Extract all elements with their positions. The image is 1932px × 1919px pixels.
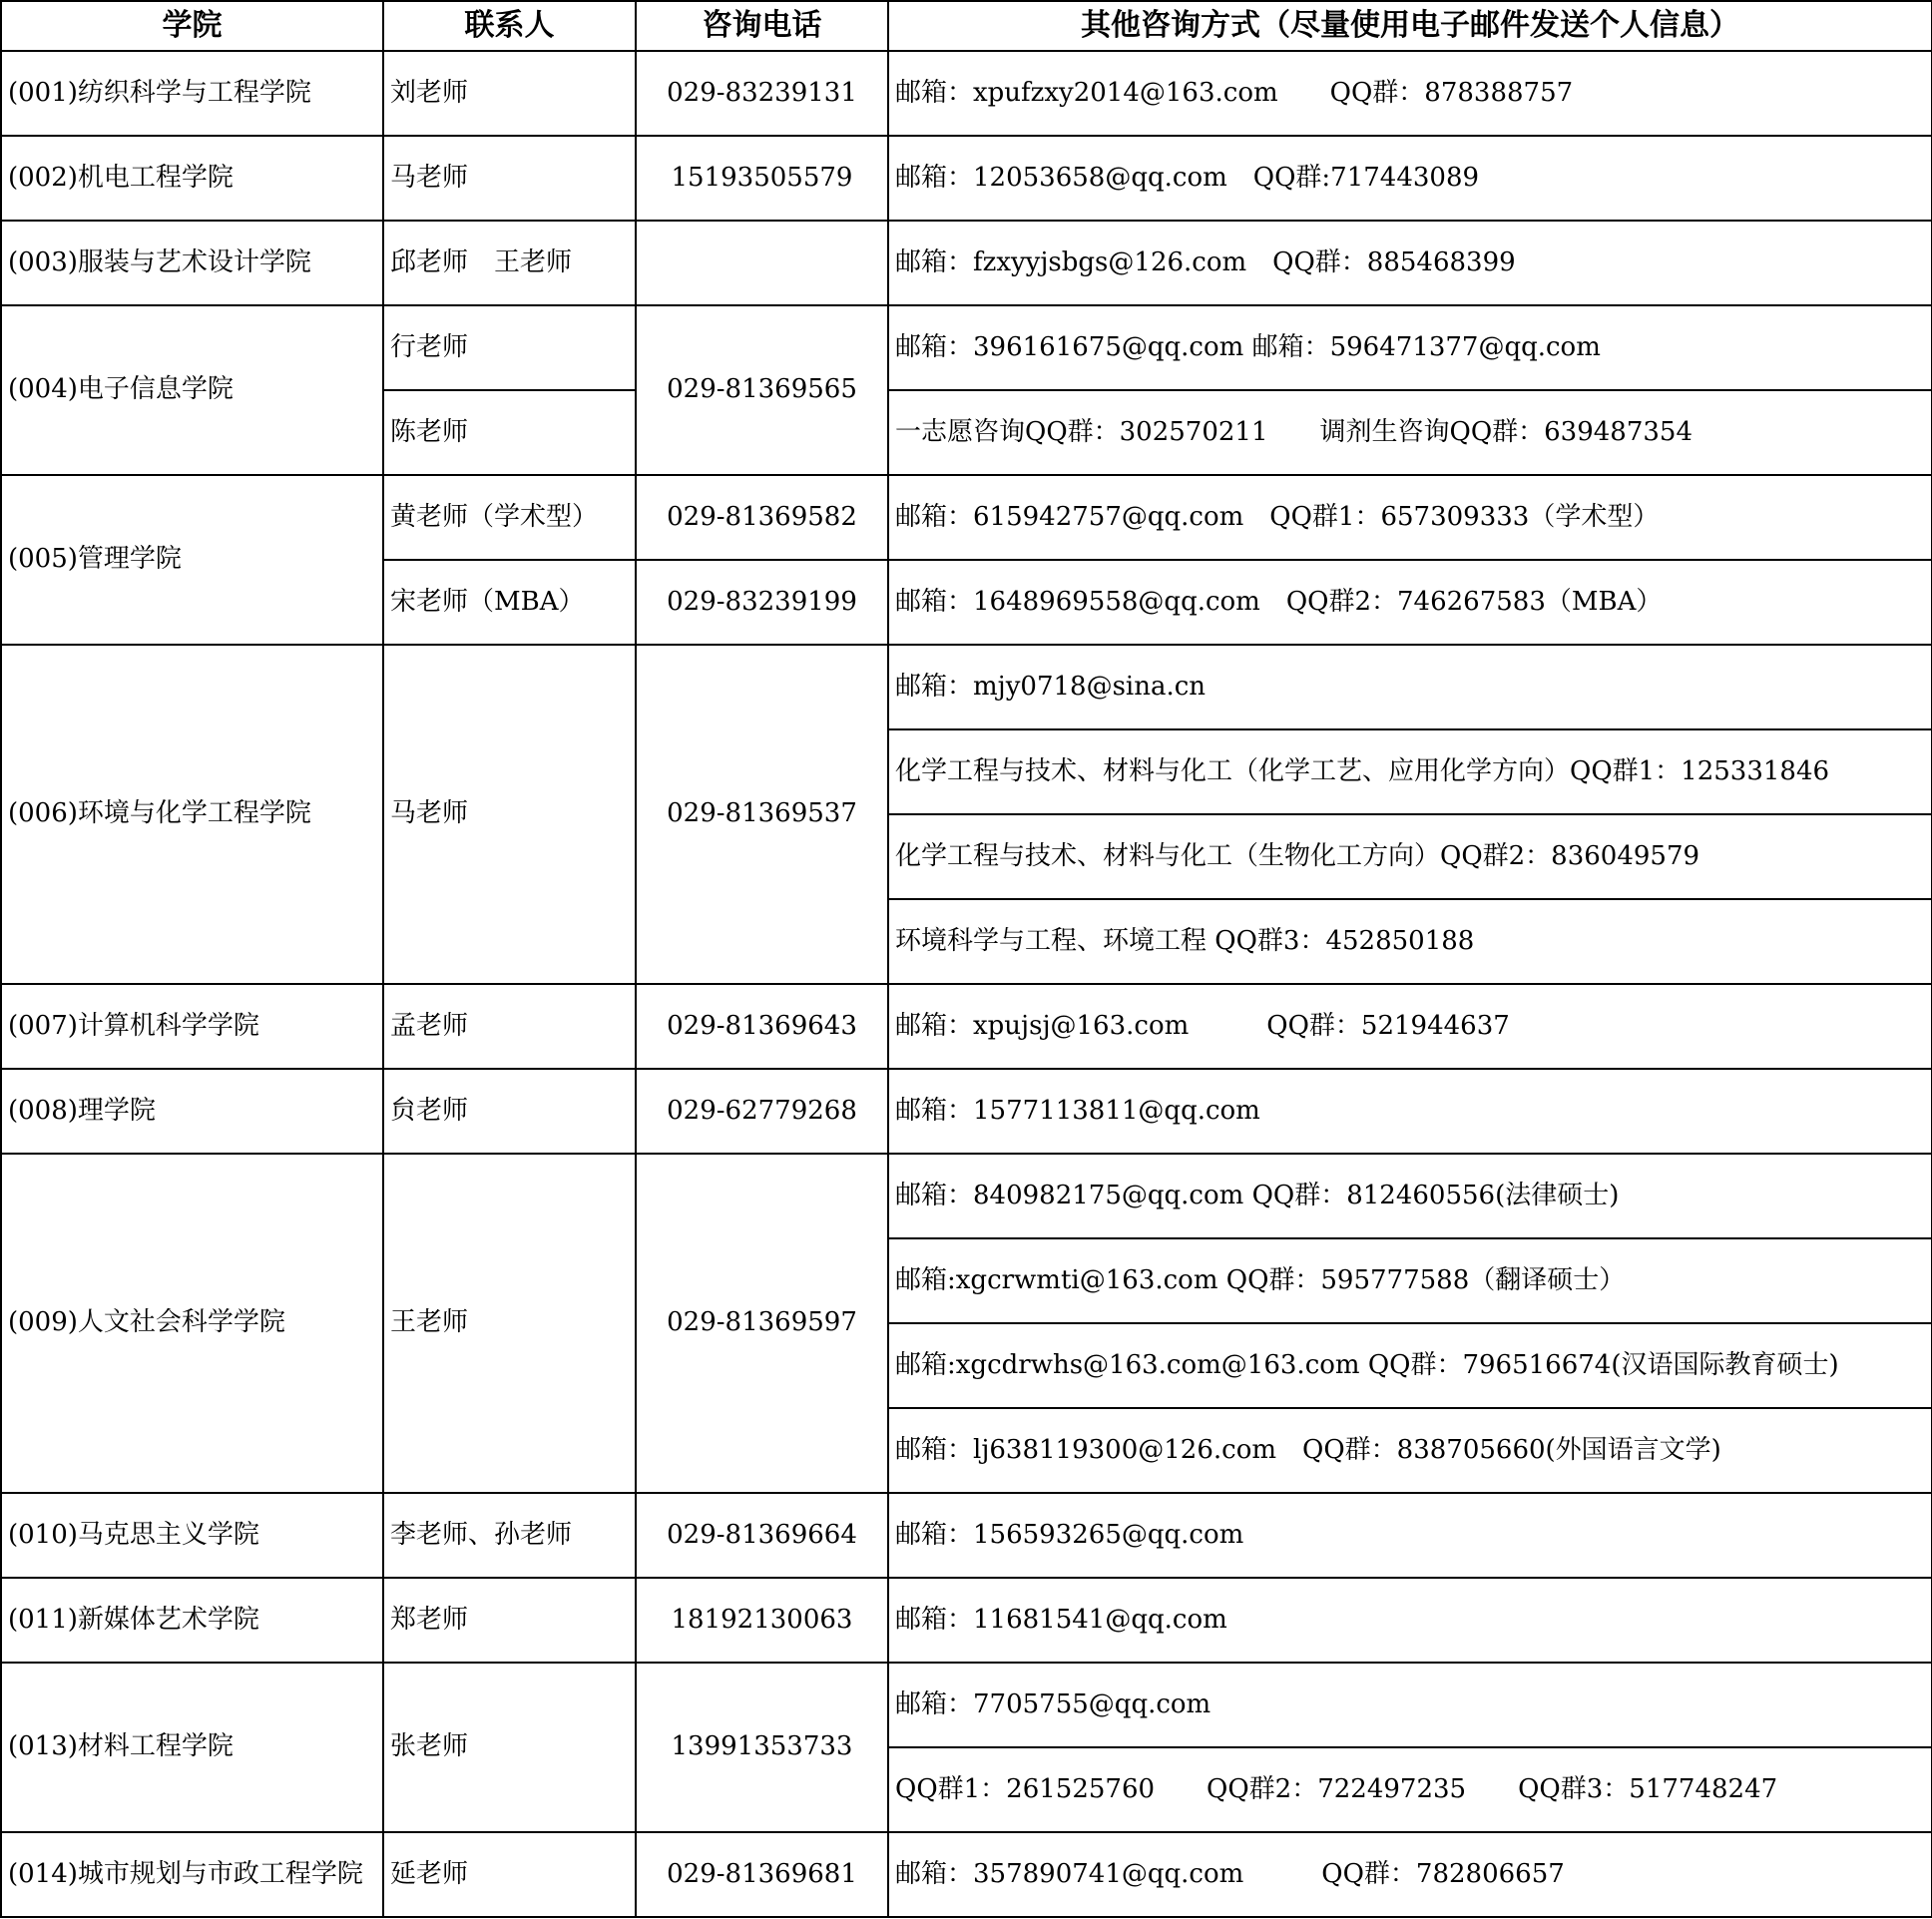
table-row — [1, 1493, 1932, 1578]
other-contact-cell: 邮箱：1648969558@qq.com QQ群2：746267583（MBA） — [888, 560, 1932, 645]
contact-cell: 黄老师（学术型） — [383, 475, 636, 560]
other-contact-cell: 邮箱：xpufzxy2014@163.com QQ群：878388757 — [888, 51, 1932, 136]
phone-cell: 029-81369643 — [636, 984, 888, 1069]
phone-cell: 029-81369537 — [636, 645, 888, 984]
college-cell: (014)城市规划与市政工程学院 — [1, 1832, 383, 1917]
college-cell: (011)新媒体艺术学院 — [1, 1578, 383, 1663]
contact-cell: 邱老师 王老师 — [383, 221, 636, 305]
other-contact-cell: 邮箱：fzxyyjsbgs@126.com QQ群：885468399 — [888, 221, 1932, 305]
contact-cell: 马老师 — [383, 645, 636, 984]
contact-cell: 刘老师 — [383, 51, 636, 136]
phone-cell: 029-81369664 — [636, 1493, 888, 1578]
college-cell: (003)服装与艺术设计学院 — [1, 221, 383, 305]
college-cell: (006)环境与化学工程学院 — [1, 645, 383, 984]
contact-cell: 王老师 — [383, 1154, 636, 1493]
other-contact-cell: 环境科学与工程、环境工程 QQ群3：452850188 — [888, 899, 1932, 984]
table-row — [1, 984, 1932, 1069]
other-contact-cell: 邮箱：1577113811@qq.com — [888, 1069, 1932, 1154]
phone-cell: 029-81369597 — [636, 1154, 888, 1493]
table-row — [1, 1832, 1932, 1917]
other-contact-cell: 邮箱：12053658@qq.com QQ群:717443089 — [888, 136, 1932, 221]
contact-cell: 郑老师 — [383, 1578, 636, 1663]
college-cell: (002)机电工程学院 — [1, 136, 383, 221]
phone-cell: 18192130063 — [636, 1578, 888, 1663]
other-contact-cell: 化学工程与技术、材料与化工（化学工艺、应用化学方向）QQ群1：125331846 — [888, 729, 1932, 814]
phone-cell: 029-81369565 — [636, 305, 888, 475]
table-row — [1, 51, 1932, 136]
other-contact-cell: 邮箱：156593265@qq.com — [888, 1493, 1932, 1578]
contact-cell: 贠老师 — [383, 1069, 636, 1154]
college-cell: (004)电子信息学院 — [1, 305, 383, 475]
table-row — [1, 645, 1932, 729]
other-contact-cell: 邮箱：xpujsj@163.com QQ群：521944637 — [888, 984, 1932, 1069]
college-cell: (009)人文社会科学学院 — [1, 1154, 383, 1493]
other-contact-cell: QQ群1：261525760 QQ群2：722497235 QQ群3：517748247 — [888, 1747, 1932, 1832]
other-contact-cell: 邮箱：lj638119300@126.com QQ群：838705660(外国语言文学) — [888, 1408, 1932, 1493]
phone-cell: 029-81369582 — [636, 475, 888, 560]
phone-cell: 029-83239131 — [636, 51, 888, 136]
contact-cell: 宋老师（MBA） — [383, 560, 636, 645]
table-row — [1, 475, 1932, 560]
college-cell: (013)材料工程学院 — [1, 1663, 383, 1832]
table-row — [1, 1663, 1932, 1747]
table-row — [1, 305, 1932, 390]
other-contact-cell: 一志愿咨询QQ群：302570211 调剂生咨询QQ群：639487354 — [888, 390, 1932, 475]
header-college: 学院 — [1, 1, 383, 51]
phone-cell: 029-62779268 — [636, 1069, 888, 1154]
table-body — [1, 51, 1932, 1917]
college-cell: (008)理学院 — [1, 1069, 383, 1154]
other-contact-cell: 邮箱:xgcdrwhs@163.com@163.com QQ群：796516674(汉语国际教育硕士) — [888, 1323, 1932, 1408]
contact-cell: 孟老师 — [383, 984, 636, 1069]
other-contact-cell: 邮箱：357890741@qq.com QQ群：782806657 — [888, 1832, 1932, 1917]
contact-cell: 行老师 — [383, 305, 636, 390]
other-contact-cell: 邮箱:xgcrwmti@163.com QQ群：595777588（翻译硕士） — [888, 1238, 1932, 1323]
college-cell: (007)计算机科学学院 — [1, 984, 383, 1069]
table-row — [1, 1154, 1932, 1238]
other-contact-cell: 邮箱：11681541@qq.com — [888, 1578, 1932, 1663]
phone-cell: 13991353733 — [636, 1663, 888, 1832]
other-contact-cell: 邮箱：840982175@qq.com QQ群：812460556(法律硕士) — [888, 1154, 1932, 1238]
header-contact: 联系人 — [383, 1, 636, 51]
contact-cell: 延老师 — [383, 1832, 636, 1917]
phone-cell — [636, 221, 888, 305]
phone-cell: 029-81369681 — [636, 1832, 888, 1917]
college-cell: (001)纺织科学与工程学院 — [1, 51, 383, 136]
other-contact-cell: 邮箱：mjy0718@sina.cn — [888, 645, 1932, 729]
college-cell: (005)管理学院 — [1, 475, 383, 645]
other-contact-cell: 邮箱：615942757@qq.com QQ群1：657309333（学术型） — [888, 475, 1932, 560]
table-row — [1, 136, 1932, 221]
header-other: 其他咨询方式（尽量使用电子邮件发送个人信息） — [888, 1, 1932, 51]
contact-cell: 马老师 — [383, 136, 636, 221]
header-phone: 咨询电话 — [636, 1, 888, 51]
table-row — [1, 1578, 1932, 1663]
header-row — [1, 1, 1932, 51]
phone-cell: 029-83239199 — [636, 560, 888, 645]
other-contact-cell: 邮箱：7705755@qq.com — [888, 1663, 1932, 1747]
contact-cell: 李老师、孙老师 — [383, 1493, 636, 1578]
college-cell: (010)马克思主义学院 — [1, 1493, 383, 1578]
phone-cell: 15193505579 — [636, 136, 888, 221]
table-row — [1, 1069, 1932, 1154]
table-row — [1, 221, 1932, 305]
other-contact-cell: 邮箱：396161675@qq.com 邮箱：596471377@qq.com — [888, 305, 1932, 390]
contact-cell: 陈老师 — [383, 390, 636, 475]
contact-cell: 张老师 — [383, 1663, 636, 1832]
other-contact-cell: 化学工程与技术、材料与化工（生物化工方向）QQ群2：836049579 — [888, 814, 1932, 899]
